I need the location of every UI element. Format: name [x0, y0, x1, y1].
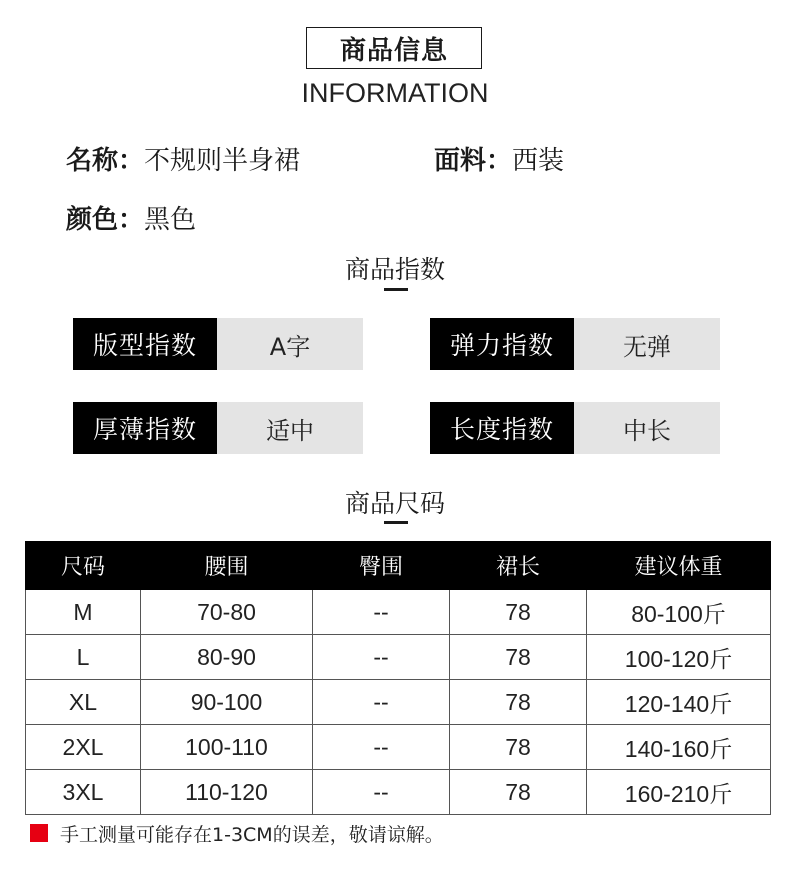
index-value: 适中 [217, 402, 363, 454]
table-cell: -- [313, 635, 450, 680]
info-fabric [434, 140, 564, 177]
column-header: 建议体重 [587, 542, 771, 590]
table-cell: 90-100 [141, 680, 313, 725]
table-cell: L [26, 635, 141, 680]
info-color [66, 199, 196, 236]
table-row [26, 770, 771, 815]
table-cell: -- [313, 725, 450, 770]
table-cell: 78 [450, 635, 587, 680]
column-header: 臀围 [313, 542, 450, 590]
info-name-value: 不规则半身裙 [144, 146, 301, 176]
column-header: 裙长 [450, 542, 587, 590]
table-cell: 80-90 [141, 635, 313, 680]
index-value: 无弹 [574, 318, 720, 370]
index-label: 厚薄指数 [73, 402, 217, 454]
table-row [26, 680, 771, 725]
table-row [26, 635, 771, 680]
index-value: 中长 [574, 402, 720, 454]
table-cell: 80-100斤 [587, 590, 771, 635]
column-header: 尺码 [26, 542, 141, 590]
index-value: A字 [217, 318, 363, 370]
info-name [66, 140, 300, 177]
table-cell: 70-80 [141, 590, 313, 635]
size-section-underline [384, 521, 408, 524]
table-cell: -- [313, 770, 450, 815]
index-item [73, 318, 363, 370]
index-section-title: 商品指数 [344, 255, 445, 284]
index-item [73, 402, 363, 454]
index-section-underline [384, 288, 408, 291]
table-cell: 100-110 [141, 725, 313, 770]
size-section-title: 商品尺码 [344, 489, 445, 518]
table-cell: 78 [450, 680, 587, 725]
table-cell: XL [26, 680, 141, 725]
table-cell: 100-120斤 [587, 635, 771, 680]
table-cell: 2XL [26, 725, 141, 770]
info-name-key: 名称： [66, 146, 145, 176]
table-cell: 78 [450, 725, 587, 770]
size-table [25, 541, 771, 815]
table-cell: 110-120 [141, 770, 313, 815]
table-cell: M [26, 590, 141, 635]
page-title: 商品信息 [306, 27, 482, 69]
index-item [430, 402, 720, 454]
table-cell: 160-210斤 [587, 770, 771, 815]
size-table-header [26, 542, 771, 590]
page-subtitle: INFORMATION [301, 78, 489, 108]
note-marker-icon [30, 824, 48, 842]
table-cell: -- [313, 680, 450, 725]
table-cell: 120-140斤 [587, 680, 771, 725]
index-label: 版型指数 [73, 318, 217, 370]
info-color-value: 黑色 [144, 205, 197, 235]
table-cell: 140-160斤 [587, 725, 771, 770]
info-fabric-value: 西装 [512, 146, 565, 176]
table-cell: -- [313, 590, 450, 635]
table-cell: 78 [450, 770, 587, 815]
measurement-note: 手工测量可能存在1-3CM的误差，敬请谅解。 [60, 824, 444, 846]
info-fabric-key: 面料： [434, 146, 513, 176]
table-cell: 78 [450, 590, 587, 635]
index-label: 长度指数 [430, 402, 574, 454]
table-row [26, 725, 771, 770]
info-color-key: 颜色： [66, 205, 145, 235]
column-header: 腰围 [141, 542, 313, 590]
table-row [26, 590, 771, 635]
index-item [430, 318, 720, 370]
index-label: 弹力指数 [430, 318, 574, 370]
table-cell: 3XL [26, 770, 141, 815]
